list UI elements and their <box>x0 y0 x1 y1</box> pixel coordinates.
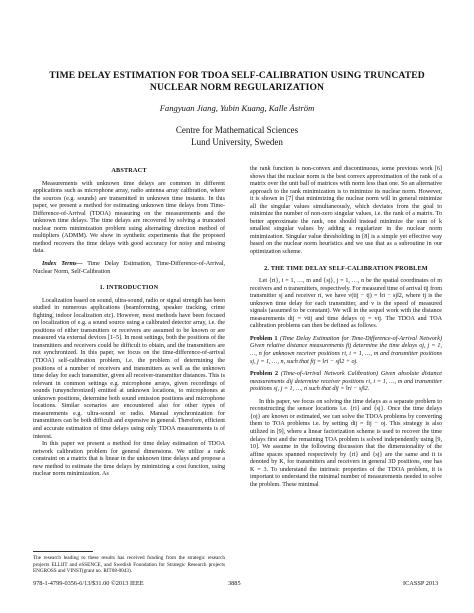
abstract-heading: ABSTRACT <box>111 167 147 174</box>
abstract-text: Measurements with unknown time delays are common in different applications such as microphone array, radio antenna array calibration, where the sources (e.g. sounds) are transmitted in unknown time instants. In this paper, we present a method for estimating unknown time delays from Time-Difference-of-Arrival (TDOA) measuring on the measurements and the unknown time delays. The time delays are recovered by solving a truncated nuclear norm minimization problem using alternating direction method of multipliers (ADMM). We show in synthetic experiments that the proposed method recovers the time delays with good accuracy for noisy and missing data. <box>33 180 225 255</box>
paper-title <box>20 70 454 94</box>
title-line-1: TIME DELAY ESTIMATION FOR TDOA SELF-CALIBRATION USING TRUNCATED <box>49 70 425 81</box>
title-line-2: NUCLEAR NORM REGULARIZATION <box>149 82 325 93</box>
problem-setup-paragraph: Let {ri}, i = 1, …, m and {sj}, j = 1, …, n be the spatial coordinates of m receivers and n transmitters, respectively. For measured time of arrival tij from transmitter sj and receiver ri, we have v(tij − tj) = ‖ri − sj‖2, where tj is the unknown time delay for each transmitter, and v is the speed of measured signals (assumed to be constant). We will in the sequel work with the distance measurements dij = vtij and time delays oj = vtj. The TDOA and TOA calibration problems can then be defined as follows. <box>250 278 442 330</box>
affiliation-line-2: Lund University, Sweden <box>191 137 283 147</box>
index-terms-text: Time Delay Estimation, Time-Difference-of-Arrival, Nuclear Norm, Self-Calibration <box>33 261 225 275</box>
footer-page-number: 3885 <box>228 580 241 587</box>
footer-conference: ICASSP 2013 <box>403 580 439 587</box>
right-column <box>250 166 442 489</box>
problem-1-label: Problem 1 <box>250 335 278 342</box>
problem-1 <box>250 336 442 366</box>
left-column <box>33 167 225 479</box>
index-terms-label: Index Terms— <box>42 261 83 268</box>
index-terms <box>33 261 225 276</box>
footnote <box>33 555 225 575</box>
footnote-text: The research leading to these results has received funding from the strategic research projects ELLIIT and eSSENCE, and Swedish Foundation for Strategic Research projects ENGROSS and VINST(grant no. RIT08-0043). <box>33 555 225 575</box>
footnote-rule <box>33 551 93 552</box>
time-delay-paragraph: In this paper, we focus on solving the time delays as a separate problem to reconstructing the sensor locations i.e. {ri} and {sj}. Once the time delays {oj} are known or estimated, we can solve the TDOA problems by converting them to TOA problems i.e. by setting dij = fij − oj. This strategy is also utilized in [9], where a linear factorization scheme is used to recover the time delays first and the remaining TOA problem is solved independently using [9, 10]. We assume in the following discussion that the dimensionality of the affine spaces spanned respectively by {ri} and {sj} are the same and it is denoted by K, for transmitters and receivers in general 3D positions, one has K = 3. To understand the intrinsic properties of the TDOA problem, it is important to understand the minimal number of measurements needed to solve the problem. These minimal <box>250 398 442 488</box>
footer-isbn: 978-1-4799-0356-6/13/$31.00 ©2013 IEEE <box>33 580 144 587</box>
rank-paragraph: the rank function is non-convex and discontinuous, some previous work [6] shows that the nuclear norm is the best convex approximation of the rank of a matrix over the unit ball of matrices with norm less than one. So an alternative approach to the rank minimization is to minimize its nuclear norm. However, it is shown in [7] that minimizing the nuclear norm will in general minimize all the singular values simultaneously, which deviates from the goal to minimize the number of non-zero singular values, i.e. the rank of a matrix. To better approximate the rank, one should instead minimize the sum of k smallest singular values by adding a regularizer in the nuclear norm minimization. Singular value thresholding in [8] is a simple yet effective way based on the nuclear norm heuristics and we use that as a subroutine in our optimization scheme. <box>250 166 442 256</box>
problem-2-text: (Time-of-Arrival Network Calibration) Given absolute distance measurements dij determine receiver positions ri, i = 1, …, m and transmitter positions sj, j = 1, …, n such that dij = ‖ri − sj‖2. <box>250 371 442 393</box>
problem-2-label: Problem 2 <box>250 371 279 378</box>
affiliation <box>20 124 454 148</box>
problem-2 <box>250 371 442 394</box>
author-list: Fangyuan Jiang, Yubin Kuang, Kalle Åström <box>159 103 315 113</box>
affiliation-line-1: Centre for Mathematical Sciences <box>175 125 299 135</box>
introduction-paragraph-2: In this paper we present a method for time delay estimation of TDOA network calibration problem for general dimensions. We utilize a rank constraint on a matrix that is linear in the unknown time delays and propose a new method to estimate the time delays by minimizing a cost function, using nuclear norm minimization. As <box>33 441 225 478</box>
introduction-heading: 1. INTRODUCTION <box>99 284 159 292</box>
problem-1-text: (Time Delay Estimation for Time-Difference-of-Arrival Network) Given relative distance measurements fij determine the time delays oj, j = 1, …, n for unknown receiver positions ri, i = 1, …, m and transmitter positions sj, j = 1, …, n, such that fij = ‖ri − sj‖2 + oj. <box>250 335 442 365</box>
introduction-paragraph-1: Localization based on sound, ultra-sound, radio or signal strength has been studied in numerous applications (beamforming, speaker tracking, crime fighting, indoor localization etc). However, most methods have been focused on localization of e.g. a sound source using a calibrated detector array, i.e. the positions of either transmitters or receivers are assumed to be known or are measured via external devices [1–5]. In most settings, both the positions of the transmitters and receivers could be difficult to obtain, and the transmitters are not synchronized. In this paper, we focus on the time-difference-of-arrival (TDOA) self-calibration problem, i.e. the problem of determining the positions of a number of receivers and transmitters as well as the unknown time delay for each transmitter, given all receiver-transmitter distances. This is relevant in common settings e.g. microphone arrays, given recordings of sounds (unsynchronized) emitted at unknown locations, to microphones at unknown positions, determine both sound emission positions and microphone locations. Similar scenarios are encountered also for other types of measurements e.g. ultra-sound or radio. Manual synchronization for transmitters can be both difficult and expensive in general. Therefore, efficient and accurate estimation of time delays using only TDOA measurements is of interest. <box>33 297 225 440</box>
problem-section-heading: 2. THE TIME DELAY SELF-CALIBRATION PROBLEM <box>264 264 428 272</box>
